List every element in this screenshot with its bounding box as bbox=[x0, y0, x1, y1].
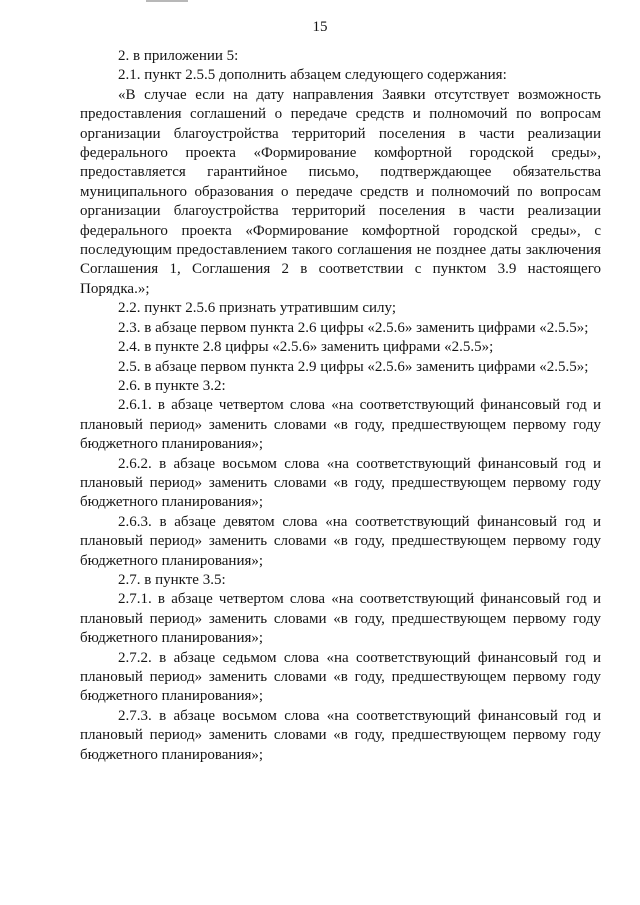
paragraph-2-6: 2.6. в пункте 3.2: bbox=[118, 377, 226, 394]
paragraph-2-7-2: 2.7.2. в абзаце седьмом слова «на соответствующий финансовый год и плановый период» заменить словами «в году, предшествующем первому году бюджетного планирования»; bbox=[80, 649, 601, 705]
page-number: 15 bbox=[312, 19, 328, 35]
paragraph-2-3: 2.3. в абзаце первом пункта 2.6 цифры «2.5.6» заменить цифрами «2.5.5»; bbox=[118, 319, 589, 336]
paragraph-2-2: 2.2. пункт 2.5.6 признать утратившим силу; bbox=[118, 300, 397, 317]
paragraph-2-7-1: 2.7.1. в абзаце четвертом слова «на соответствующий финансовый год и плановый период» заменить словами «в году, предшествующем первому году бюджетного планирования»; bbox=[80, 591, 601, 647]
document-body bbox=[80, 47, 601, 765]
paragraph-2-7-3: 2.7.3. в абзаце восьмом слова «на соответствующий финансовый год и плановый период» заменить словами «в году, предшествующем первому году бюджетного планирования»; bbox=[80, 707, 601, 763]
paragraph-2-6-2: 2.6.2. в абзаце восьмом слова «на соответствующий финансовый год и плановый период» заменить словами «в году, предшествующем первому году бюджетного планирования»; bbox=[80, 455, 601, 511]
paragraph-2-6-1: 2.6.1. в абзаце четвертом слова «на соответствующий финансовый год и плановый период» заменить словами «в году, предшествующем первому году бюджетного планирования»; bbox=[80, 397, 601, 453]
scan-edge-mark bbox=[146, 0, 188, 2]
paragraph-appendix-5: 2. в приложении 5: bbox=[118, 48, 239, 64]
paragraph-2-1: 2.1. пункт 2.5.5 дополнить абзацем следующего содержания: bbox=[118, 67, 507, 84]
paragraph-2-5: 2.5. в абзаце первом пункта 2.9 цифры «2.5.6» заменить цифрами «2.5.5»; bbox=[118, 358, 589, 375]
paragraph-2-4: 2.4. в пункте 2.8 цифры «2.5.6» заменить цифрами «2.5.5»; bbox=[118, 339, 494, 356]
paragraph-2-6-3: 2.6.3. в абзаце девятом слова «на соответствующий финансовый год и плановый период» заменить словами «в году, предшествующем первому году бюджетного планирования»; bbox=[80, 513, 601, 569]
paragraph-2-7: 2.7. в пункте 3.5: bbox=[118, 571, 226, 588]
paragraph-quoted-insertion: «В случае если на дату направления Заявки отсутствует возможность предоставления соглашений о передаче средств и полномочий по вопросам организации благоустройства территорий поселения в части реализации федерального проекта «Формирование комфортной городской среды», предоставляется гарантийное письмо, подтверждающее обязательства муниципального образования о передаче средств и полномочий по вопросам организации благоустройства территорий поселения в части реализации федерального проекта «Формирование комфортной городской среды», с последующим предоставлением такого соглашения не позднее даты заключения Соглашения 1, Соглашения 2 в соответствии с пунктом 3.9 настоящего Порядка.»; bbox=[80, 86, 601, 297]
